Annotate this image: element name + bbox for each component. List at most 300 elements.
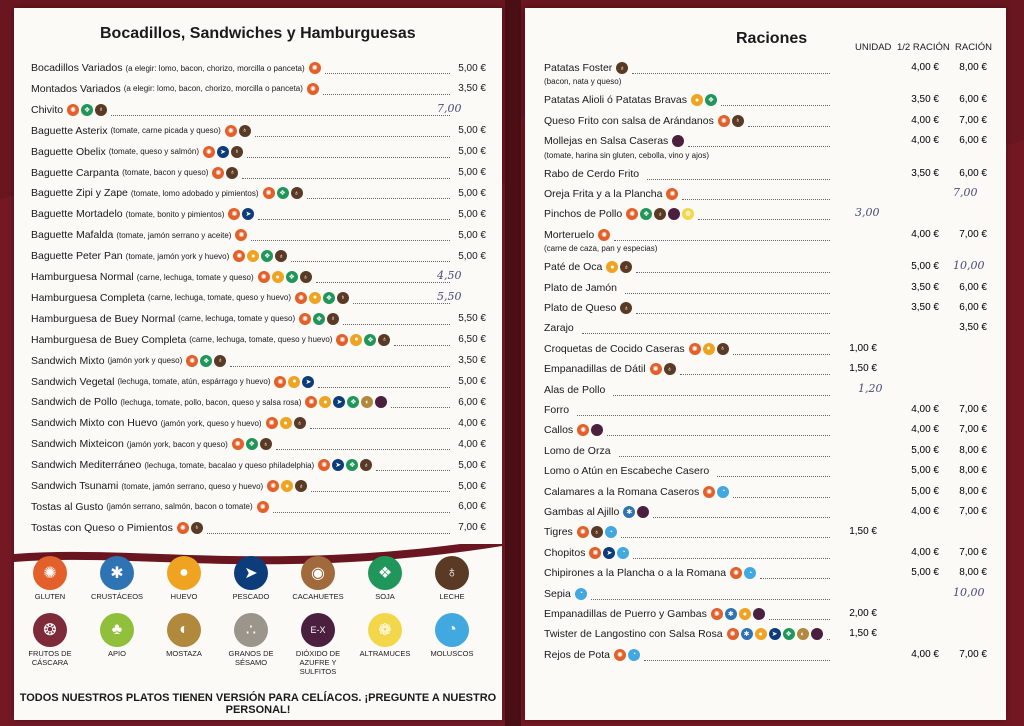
header-media-racion: 1/2 RACIÓN — [897, 42, 950, 53]
leche-icon: ♁ — [300, 271, 312, 283]
leader-dots — [276, 448, 450, 450]
racion-item — [544, 319, 834, 337]
soja-icon: ❖ — [368, 556, 402, 590]
leader-dots — [625, 292, 830, 294]
legend-label: PESCADO — [232, 592, 270, 601]
gluten-icon: ✺ — [727, 628, 739, 640]
allergen-icons — [575, 588, 587, 600]
allergen-icons — [233, 250, 287, 262]
soja-icon: ❖ — [364, 334, 376, 346]
item-description: (carne, lechuga, tomate y queso) — [136, 272, 254, 282]
item-name: Sandwich Vegetal — [31, 375, 115, 388]
handwritten-price: 7,00 — [953, 186, 978, 199]
legend-label: CRUSTÁCEOS — [90, 592, 144, 601]
leche-icon: ♁ — [664, 363, 676, 375]
huevo-icon: ● — [272, 271, 284, 283]
gluten-icon: ✺ — [718, 115, 730, 127]
huevo-icon: ● — [247, 250, 259, 262]
allergen-icons — [666, 188, 678, 200]
item-name: Baguette Mafalda — [31, 229, 114, 242]
molus-icon: ◔ — [617, 547, 629, 559]
legend-label: APIO — [108, 649, 126, 658]
allergen-icons — [235, 229, 247, 241]
leader-dots — [613, 394, 830, 396]
item-description: (tomate, jamón serrano y aceite) — [116, 230, 232, 240]
legend-label: DIÓXIDO DE AZUFRE Y SULFITOS — [295, 649, 341, 676]
item-price: 5,00 € — [458, 250, 486, 262]
menu-item — [31, 456, 486, 474]
legend-soja — [355, 556, 415, 601]
price-unidad: 2,00 € — [849, 608, 877, 619]
item-name: Empanadillas de Puerro y Gambas — [544, 608, 707, 620]
item-name: Lomo o Atún en Escabeche Casero — [544, 465, 710, 478]
racion-item — [544, 165, 834, 183]
item-description: (tomate, jamón serrano, queso y huevo) — [121, 481, 264, 491]
item-name: Sandwich Mixto con Huevo — [31, 417, 158, 430]
item-name: Pinchos de Pollo — [544, 208, 623, 221]
price-racion: 6,00 € — [959, 135, 987, 147]
leader-dots — [680, 373, 830, 375]
menu-item — [31, 268, 486, 286]
pescado-icon: ➤ — [234, 556, 268, 590]
leader-dots — [733, 496, 830, 498]
leader-dots — [688, 145, 830, 147]
leader-dots — [111, 114, 450, 116]
gluten-icon: ✺ — [67, 104, 79, 116]
item-name: Tostas con Queso o Pimientos — [31, 521, 173, 534]
price-unidad: 1,50 € — [849, 628, 877, 640]
item-name: Rabo de Cerdo Frito — [544, 167, 640, 180]
gluten-icon: ✺ — [730, 567, 742, 579]
handwritten-price: 3,00 — [855, 206, 880, 220]
legend-label: SOJA — [375, 592, 395, 601]
menu-item — [31, 519, 486, 537]
gluten-icon: ✺ — [307, 83, 319, 95]
huevo-icon: ● — [606, 261, 618, 273]
menu-item — [31, 414, 486, 432]
soja-icon: ❖ — [313, 313, 325, 325]
racion-item — [544, 132, 834, 150]
huevo-icon: ● — [739, 608, 751, 620]
allergen-icons — [703, 486, 729, 498]
racion-item — [544, 340, 834, 358]
item-name: Hamburguesa Completa — [31, 291, 145, 304]
leader-dots — [376, 469, 450, 471]
allergen-icons — [295, 292, 349, 304]
racion-item — [544, 442, 834, 460]
price-media: 5,00 € — [911, 485, 939, 497]
gluten-icon: ✺ — [228, 208, 240, 220]
soja-icon: ❖ — [81, 104, 93, 116]
leche-icon: ♁ — [239, 125, 251, 137]
racion-item — [544, 185, 834, 203]
allergen-icons — [258, 271, 312, 283]
leche-icon: ♁ — [620, 261, 632, 273]
gluten-icon: ✺ — [703, 486, 715, 498]
item-name: Rejos de Pota — [544, 648, 610, 661]
legend-crust — [87, 556, 147, 601]
item-price: 6,00 € — [458, 501, 486, 513]
gluten-icon: ✺ — [258, 271, 270, 283]
leader-dots — [632, 72, 830, 74]
item-description: (tomate, jamón york y huevo) — [125, 251, 230, 261]
leader-dots — [698, 218, 830, 220]
allergen-icons — [336, 334, 390, 346]
price-media: 4,00 € — [911, 114, 939, 126]
leader-dots — [230, 365, 450, 367]
leche-icon: ♁ — [214, 355, 226, 367]
crust-icon: ✱ — [741, 628, 753, 640]
item-name: Baguette Zipi y Zape — [31, 187, 128, 200]
legend-label: GRANOS DE SÉSAMO — [228, 649, 274, 667]
allergen-icons — [203, 146, 243, 158]
handwritten-price: 1,20 — [858, 381, 883, 395]
gluten-icon: ✺ — [177, 522, 189, 534]
leche-icon: ♁ — [360, 459, 372, 471]
soja-icon: ❖ — [705, 94, 717, 106]
gluten-icon: ✺ — [186, 355, 198, 367]
gluten-icon: ✺ — [689, 343, 701, 355]
item-description: (carne, lechuga, tomate, queso y huevo) — [147, 293, 292, 303]
price-racion: 7,00 € — [959, 648, 987, 660]
leader-dots — [621, 536, 830, 538]
racion-item — [544, 226, 834, 244]
racion-item — [544, 279, 834, 297]
legend-molus — [422, 613, 482, 658]
menu-item — [31, 80, 486, 98]
sulfitos-icon — [668, 208, 680, 220]
soja-icon: ❖ — [246, 438, 258, 450]
price-media: 4,00 € — [911, 404, 939, 415]
leader-dots — [633, 557, 830, 559]
allergen-icons — [598, 229, 610, 241]
gluten-icon: ✺ — [305, 396, 317, 408]
price-racion: 8,00 € — [959, 567, 987, 579]
gluten-icon: ✺ — [309, 62, 321, 74]
legend-apio — [87, 613, 147, 658]
item-price: 5,00 € — [458, 125, 486, 137]
leader-dots — [391, 406, 450, 408]
gluten-icon: ✺ — [274, 376, 286, 388]
pescado-icon: ➤ — [332, 459, 344, 471]
huevo-icon: ● — [309, 292, 321, 304]
item-name: Chopitos — [544, 546, 586, 559]
allergen-icons — [266, 417, 306, 429]
mostaza-icon: ◐ — [361, 396, 373, 408]
allergen-icons — [307, 83, 319, 95]
item-name: Tostas al Gusto — [31, 500, 104, 513]
allergen-icons — [616, 62, 628, 74]
menu-item — [31, 59, 486, 77]
leader-dots — [591, 598, 830, 600]
frutos-icon: ❂ — [33, 613, 67, 647]
soja-icon: ❖ — [200, 355, 212, 367]
item-name: Oreja Frita y a la Plancha — [544, 188, 663, 200]
legend-label: GLUTEN — [34, 592, 66, 601]
item-price: 4,00 € — [458, 438, 486, 450]
item-price: 5,00 € — [458, 146, 486, 158]
racion-item — [544, 544, 834, 562]
gluten-icon: ✺ — [257, 501, 269, 513]
huevo-icon: ● — [167, 556, 201, 590]
price-media: 4,00 € — [911, 228, 939, 240]
mostaza-icon: ◐ — [797, 628, 809, 640]
menu-item — [31, 435, 486, 453]
menu-item — [31, 331, 486, 349]
menu-item — [31, 164, 486, 182]
price-racion: 6,00 € — [959, 94, 987, 106]
legend-sulfitos — [288, 613, 348, 676]
racion-item — [544, 381, 834, 399]
gluten-icon: ✺ — [577, 526, 589, 538]
item-name: Alas de Pollo — [544, 383, 606, 396]
leche-icon: ♁ — [260, 438, 272, 450]
leader-dots — [653, 516, 830, 518]
price-media: 3,50 € — [911, 167, 939, 179]
item-name: Baguette Asterix — [31, 124, 108, 137]
molus-icon: ◔ — [575, 588, 587, 600]
price-racion: 6,00 € — [959, 281, 987, 293]
item-description: (tomate, bonito y pimientos) — [125, 209, 225, 219]
leader-dots — [325, 72, 450, 74]
leader-dots — [343, 323, 450, 325]
leche-icon: ♁ — [294, 417, 306, 429]
leader-dots — [733, 353, 830, 355]
item-name: Hamburguesa de Buey Completa — [31, 333, 187, 346]
sulfitos-icon — [375, 396, 387, 408]
leader-dots — [769, 618, 830, 620]
item-name: Paté de Oca — [544, 261, 603, 274]
item-price: 5,00 € — [458, 208, 486, 220]
crust-icon: ✱ — [725, 608, 737, 620]
leche-icon: ♁ — [95, 104, 107, 116]
racion-item — [544, 258, 834, 276]
item-price: 5,00 € — [458, 229, 486, 241]
gluten-icon: ✺ — [225, 125, 237, 137]
legend-label: MOSTAZA — [166, 649, 202, 658]
item-name: Empanadillas de Dátil — [544, 363, 646, 376]
item-name: Calamares a la Romana Caseros — [544, 485, 700, 498]
altram-icon: ❁ — [368, 613, 402, 647]
menu-item — [31, 393, 486, 411]
pescado-icon: ➤ — [769, 628, 781, 640]
allergen-icons — [589, 547, 629, 559]
molus-icon: ◔ — [744, 567, 756, 579]
leche-icon: ♁ — [620, 302, 632, 314]
item-name: Chivito — [31, 103, 64, 116]
item-name: Croquetas de Cocido Caseras — [544, 342, 685, 355]
allergen-icons — [225, 125, 251, 137]
price-media: 4,00 € — [911, 648, 939, 660]
price-media: 5,00 € — [911, 261, 939, 273]
price-racion: 7,00 € — [959, 404, 987, 415]
leader-dots — [310, 427, 450, 429]
item-name: Tigres — [544, 526, 573, 539]
item-name: Lomo de Orza — [544, 444, 611, 457]
price-racion: 8,00 € — [959, 485, 987, 497]
legend-gluten — [20, 556, 80, 601]
legend-leche — [422, 556, 482, 601]
item-name: Sepia — [544, 587, 571, 600]
item-price: 6,50 € — [458, 334, 486, 346]
item-name: Sandwich de Pollo — [31, 396, 118, 409]
price-media: 4,00 € — [911, 546, 939, 558]
racion-item — [544, 483, 834, 501]
allergen-icons — [577, 526, 617, 538]
allergen-icons — [577, 424, 603, 436]
allergen-icons — [274, 376, 314, 388]
molus-icon: ◔ — [435, 613, 469, 647]
menu-item — [31, 101, 486, 119]
allergen-icons — [305, 396, 387, 408]
legend-altram — [355, 613, 415, 658]
soja-icon: ❖ — [323, 292, 335, 304]
gluten-icon: ✺ — [267, 480, 279, 492]
price-racion: 8,00 € — [959, 62, 987, 73]
item-name: Baguette Carpanta — [31, 166, 120, 179]
leche-icon: ♁ — [616, 62, 628, 74]
item-price: 5,00 € — [458, 62, 486, 74]
allergen-icons — [718, 115, 744, 127]
handwritten-price: 10,00 — [953, 259, 985, 273]
allergen-icons — [177, 522, 203, 534]
price-unidad: 1,00 € — [849, 342, 877, 354]
leader-dots — [636, 312, 830, 314]
racion-item — [544, 421, 834, 439]
item-name: Baguette Obelix — [31, 145, 106, 158]
huevo-icon: ● — [755, 628, 767, 640]
item-price: 3,50 € — [458, 355, 486, 367]
item-description: (jamón serrano, salmón, bacon o tomate) — [106, 502, 253, 512]
pescado-icon: ➤ — [333, 396, 345, 408]
racion-item — [544, 360, 834, 378]
item-description: (lechuga, tomate, bacalao y queso philadelphia) — [144, 460, 315, 470]
price-racion: 7,00 € — [959, 546, 987, 558]
legend-mostaza — [154, 613, 214, 658]
item-name: Chipirones a la Plancha o a la Romana — [544, 567, 727, 580]
leader-dots — [577, 414, 830, 416]
allergen-icons — [711, 608, 765, 620]
gluten-icon: ✺ — [235, 229, 247, 241]
menu-item — [31, 289, 486, 307]
item-price: 5,00 € — [458, 480, 486, 492]
leader-dots — [394, 344, 450, 346]
price-racion: 6,00 € — [959, 302, 987, 313]
legend-cacah — [288, 556, 348, 601]
leader-dots — [247, 156, 450, 158]
leche-icon: ♁ — [654, 208, 666, 220]
gluten-icon: ✺ — [203, 146, 215, 158]
price-unidad: 1,50 € — [849, 363, 877, 375]
item-name: Morteruelo — [544, 228, 595, 241]
price-media: 4,00 € — [911, 62, 939, 73]
menu-item — [31, 143, 486, 161]
leader-dots — [717, 475, 830, 477]
item-price: 6,00 € — [458, 396, 486, 408]
gluten-icon: ✺ — [233, 250, 245, 262]
item-description: (carne, lechuga, tomate y queso) — [178, 314, 296, 324]
leader-dots — [721, 104, 830, 106]
legend-sesamo — [221, 613, 281, 667]
price-media: 4,00 € — [911, 135, 939, 147]
leche-icon: ♁ — [327, 313, 339, 325]
huevo-icon: ● — [288, 376, 300, 388]
allergen-icons — [689, 343, 729, 355]
leader-dots — [614, 239, 830, 241]
gluten-icon: ✺ — [577, 424, 589, 436]
leche-icon: ♁ — [295, 480, 307, 492]
leader-dots — [318, 386, 450, 388]
leader-dots — [353, 302, 450, 304]
racion-item — [544, 503, 834, 521]
leader-dots — [273, 511, 450, 513]
leche-icon: ♁ — [378, 334, 390, 346]
leche-icon: ♁ — [337, 292, 349, 304]
allergen-icons — [318, 459, 372, 471]
handwritten-price: 7,00 — [437, 101, 462, 115]
item-description: (jamón york, bacon y queso) — [126, 439, 228, 449]
racion-item — [544, 205, 834, 223]
apio-icon: ♣ — [100, 613, 134, 647]
allergen-icons — [691, 94, 717, 106]
price-racion: 8,00 € — [959, 465, 987, 477]
allergen-icons — [67, 104, 107, 116]
leader-dots — [291, 260, 450, 262]
item-description: (carne de caza, pan y especias) — [544, 244, 658, 254]
allergen-icons — [232, 438, 272, 450]
leader-dots — [636, 271, 830, 273]
huevo-icon: ● — [319, 396, 331, 408]
sulfitos-icon: E-X — [301, 613, 335, 647]
right-menu-page — [525, 8, 1006, 720]
price-media: 3,50 € — [911, 94, 939, 106]
price-unidad: 1,50 € — [849, 526, 877, 538]
item-name: Sandwich Mixto — [31, 354, 105, 367]
gluten-icon: ✺ — [336, 334, 348, 346]
item-name: Patatas Foster — [544, 62, 613, 74]
allergen-icons — [672, 135, 684, 147]
leader-dots — [647, 178, 830, 180]
racion-item — [544, 564, 834, 582]
allergen-icons — [614, 649, 640, 661]
pescado-icon: ➤ — [302, 376, 314, 388]
leader-dots — [619, 455, 830, 457]
leche-icon: ♁ — [231, 146, 243, 158]
leche-icon: ♁ — [226, 167, 238, 179]
item-name: Baguette Peter Pan — [31, 250, 123, 263]
leader-dots — [760, 577, 830, 579]
allergen-icons — [650, 363, 676, 375]
item-name: Zarajo — [544, 322, 574, 335]
item-description: (a elegir: lomo, bacon, chorizo, morcilla o panceta) — [125, 63, 305, 73]
allergen-icons — [620, 302, 632, 314]
header-unidad: UNIDAD — [855, 42, 892, 53]
legend-label: ALTRAMUCES — [359, 649, 411, 658]
item-name: Bocadillos Variados — [31, 62, 123, 74]
molus-icon: ◔ — [717, 486, 729, 498]
legend-label: HUEVO — [170, 592, 198, 601]
allergen-icons — [263, 187, 303, 199]
item-description: (carne, lechuga, tomate, queso y huevo) — [189, 335, 333, 345]
allergen-icons — [299, 313, 339, 325]
leader-dots — [207, 532, 450, 534]
soja-icon: ❖ — [640, 208, 652, 220]
pescado-icon: ➤ — [603, 547, 615, 559]
price-racion: 7,00 € — [959, 228, 987, 240]
leche-icon: ♁ — [732, 115, 744, 127]
leader-dots — [242, 177, 450, 179]
legend-frutos — [20, 613, 80, 667]
